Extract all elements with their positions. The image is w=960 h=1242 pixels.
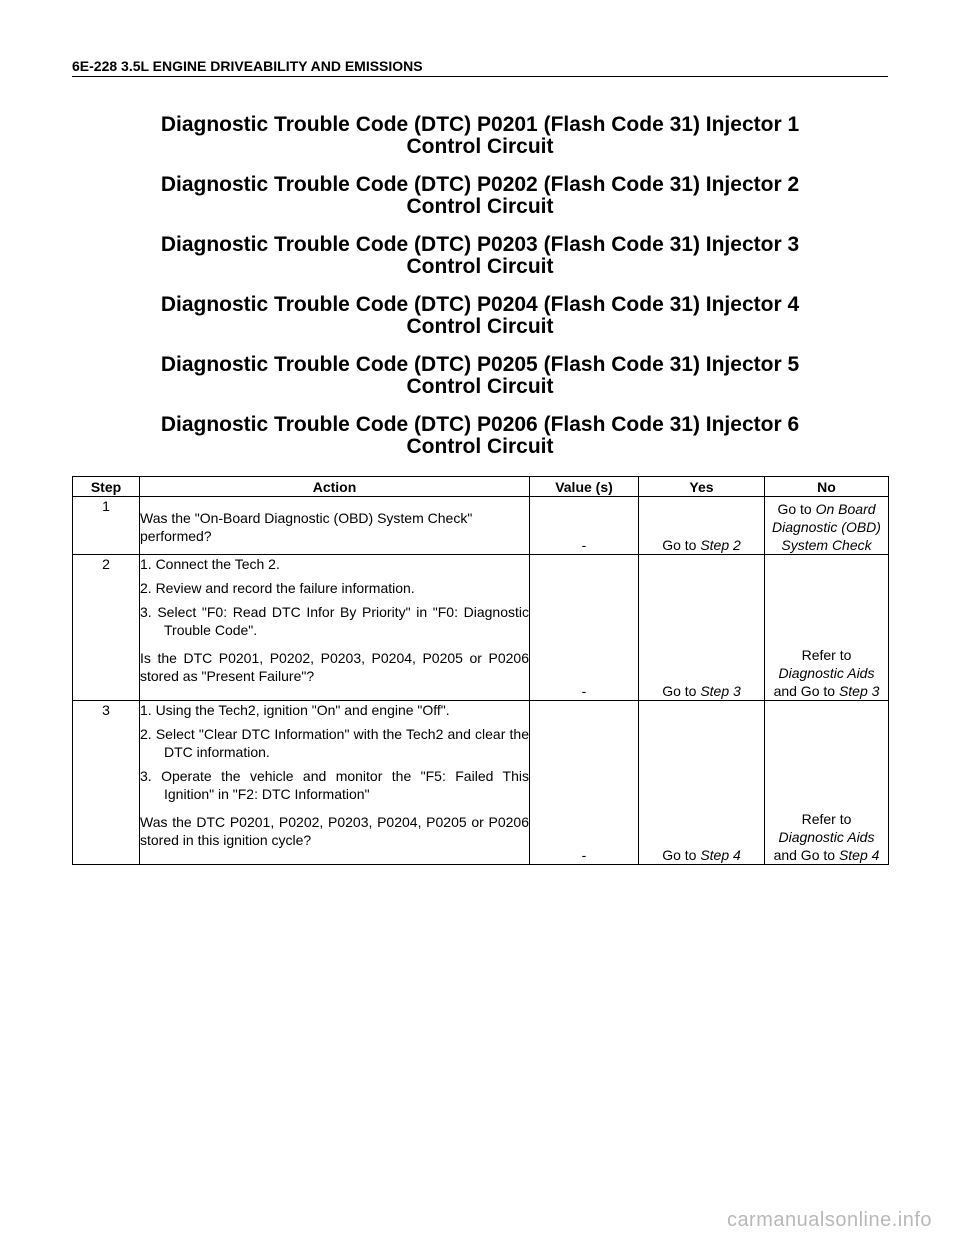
dtc-title-line: Control Circuit [406, 315, 554, 338]
dtc-title [72, 234, 888, 278]
diagnostic-table [72, 476, 889, 865]
value-cell: - [530, 555, 639, 701]
value-cell: - [530, 701, 639, 865]
dtc-title-line: Control Circuit [406, 375, 554, 398]
col-header-yes: Yes [639, 477, 765, 497]
table-row [73, 701, 889, 865]
no-line: Refer to [801, 647, 852, 663]
no-line [765, 500, 888, 518]
col-header-no: No [765, 477, 889, 497]
table-row [73, 555, 889, 701]
dtc-title-line: Diagnostic Trouble Code (DTC) P0204 (Flash Code 31) Injector 4 [160, 293, 800, 316]
watermark: carmanualsonline.info [726, 1209, 932, 1231]
dtc-title-line: Diagnostic Trouble Code (DTC) P0201 (Flash Code 31) Injector 1 [160, 113, 800, 136]
no-line: Refer to [801, 811, 852, 827]
dtc-title [72, 174, 888, 218]
no-line [765, 664, 888, 682]
dtc-title-line: Control Circuit [406, 135, 554, 158]
dtc-title-line: Diagnostic Trouble Code (DTC) P0205 (Flash Code 31) Injector 5 [160, 353, 800, 376]
no-prefix: and Go to [773, 847, 839, 863]
no-reference-link[interactable]: Diagnostic (OBD) [772, 519, 881, 535]
value-cell: - [530, 497, 639, 555]
no-reference-link[interactable]: System Check [781, 537, 872, 553]
no-prefix: and Go to [773, 683, 839, 699]
table-row [73, 497, 889, 555]
action-cell [140, 555, 530, 701]
action-cell [140, 497, 530, 555]
dtc-title-line: Control Circuit [406, 195, 554, 218]
col-header-action: Action [140, 477, 530, 497]
dtc-title-line: Diagnostic Trouble Code (DTC) P0202 (Flash Code 31) Injector 2 [160, 173, 800, 196]
col-header-value: Value (s) [530, 477, 639, 497]
no-line [765, 682, 888, 700]
action-question: Was the DTC P0201, P0202, P0203, P0204, P0205 or P0206 stored in this ignition cycle? [140, 814, 529, 848]
action-item: 3. Operate the vehicle and monitor the "F5: Failed This Ignition" in "F2: DTC Information" [140, 768, 529, 802]
yes-prefix: Go to [662, 683, 701, 699]
header-rule [72, 76, 888, 77]
action-item: 3. Select "F0: Read DTC Infor By Priority" in "F0: Diagnostic Trouble Code". [140, 604, 529, 638]
action-item: 2. Select "Clear DTC Information" with the Tech2 and clear the DTC information. [140, 726, 529, 760]
step-number: 3 [73, 701, 140, 865]
step-number: 1 [73, 497, 140, 555]
dtc-title-line: Diagnostic Trouble Code (DTC) P0206 (Flash Code 31) Injector 6 [160, 413, 800, 436]
no-cell [765, 497, 889, 555]
no-step-link[interactable]: Step 4 [838, 847, 880, 863]
dtc-titles [72, 114, 888, 474]
yes-step-link[interactable]: Step 3 [700, 683, 741, 699]
action-line: performed? [140, 528, 212, 544]
dtc-title [72, 354, 888, 398]
col-header-step: Step [73, 477, 140, 497]
no-cell [765, 555, 889, 701]
no-line [765, 518, 888, 536]
action-cell [140, 701, 530, 865]
dtc-title-line: Control Circuit [406, 435, 554, 458]
action-item: 1. Using the Tech2, ignition "On" and engine "Off". [140, 702, 450, 718]
yes-prefix: Go to [662, 537, 701, 553]
yes-cell [639, 555, 765, 701]
dtc-title [72, 414, 888, 458]
yes-prefix: Go to [662, 847, 701, 863]
table-header-row [73, 477, 889, 497]
no-line [765, 846, 888, 864]
yes-step-link[interactable]: Step 4 [700, 847, 741, 863]
action-item: 2. Review and record the failure information. [140, 580, 415, 596]
no-cell [765, 701, 889, 865]
yes-cell [639, 701, 765, 865]
yes-step-link[interactable]: Step 2 [700, 537, 741, 553]
diagnostic-aids-link[interactable]: Diagnostic Aids [778, 829, 875, 845]
no-line [765, 828, 888, 846]
dtc-title [72, 294, 888, 338]
action-item: 1. Connect the Tech 2. [140, 556, 280, 572]
no-line [765, 536, 888, 554]
step-number: 2 [73, 555, 140, 701]
action-line: Was the "On-Board Diagnostic (OBD) System Check" [140, 510, 473, 526]
action-question: Is the DTC P0201, P0202, P0203, P0204, P0205 or P0206 stored as "Present Failure"? [140, 650, 529, 684]
page-header: 6E-228 3.5L ENGINE DRIVEABILITY AND EMISSIONS [72, 58, 423, 74]
dtc-title [72, 114, 888, 158]
dtc-title-line: Diagnostic Trouble Code (DTC) P0203 (Flash Code 31) Injector 3 [160, 233, 800, 256]
dtc-title-line: Control Circuit [406, 255, 554, 278]
no-reference-link[interactable]: On Board [815, 501, 876, 517]
no-step-link[interactable]: Step 3 [838, 683, 880, 699]
no-prefix: Go to [777, 501, 816, 517]
diagnostic-aids-link[interactable]: Diagnostic Aids [778, 665, 875, 681]
yes-cell [639, 497, 765, 555]
